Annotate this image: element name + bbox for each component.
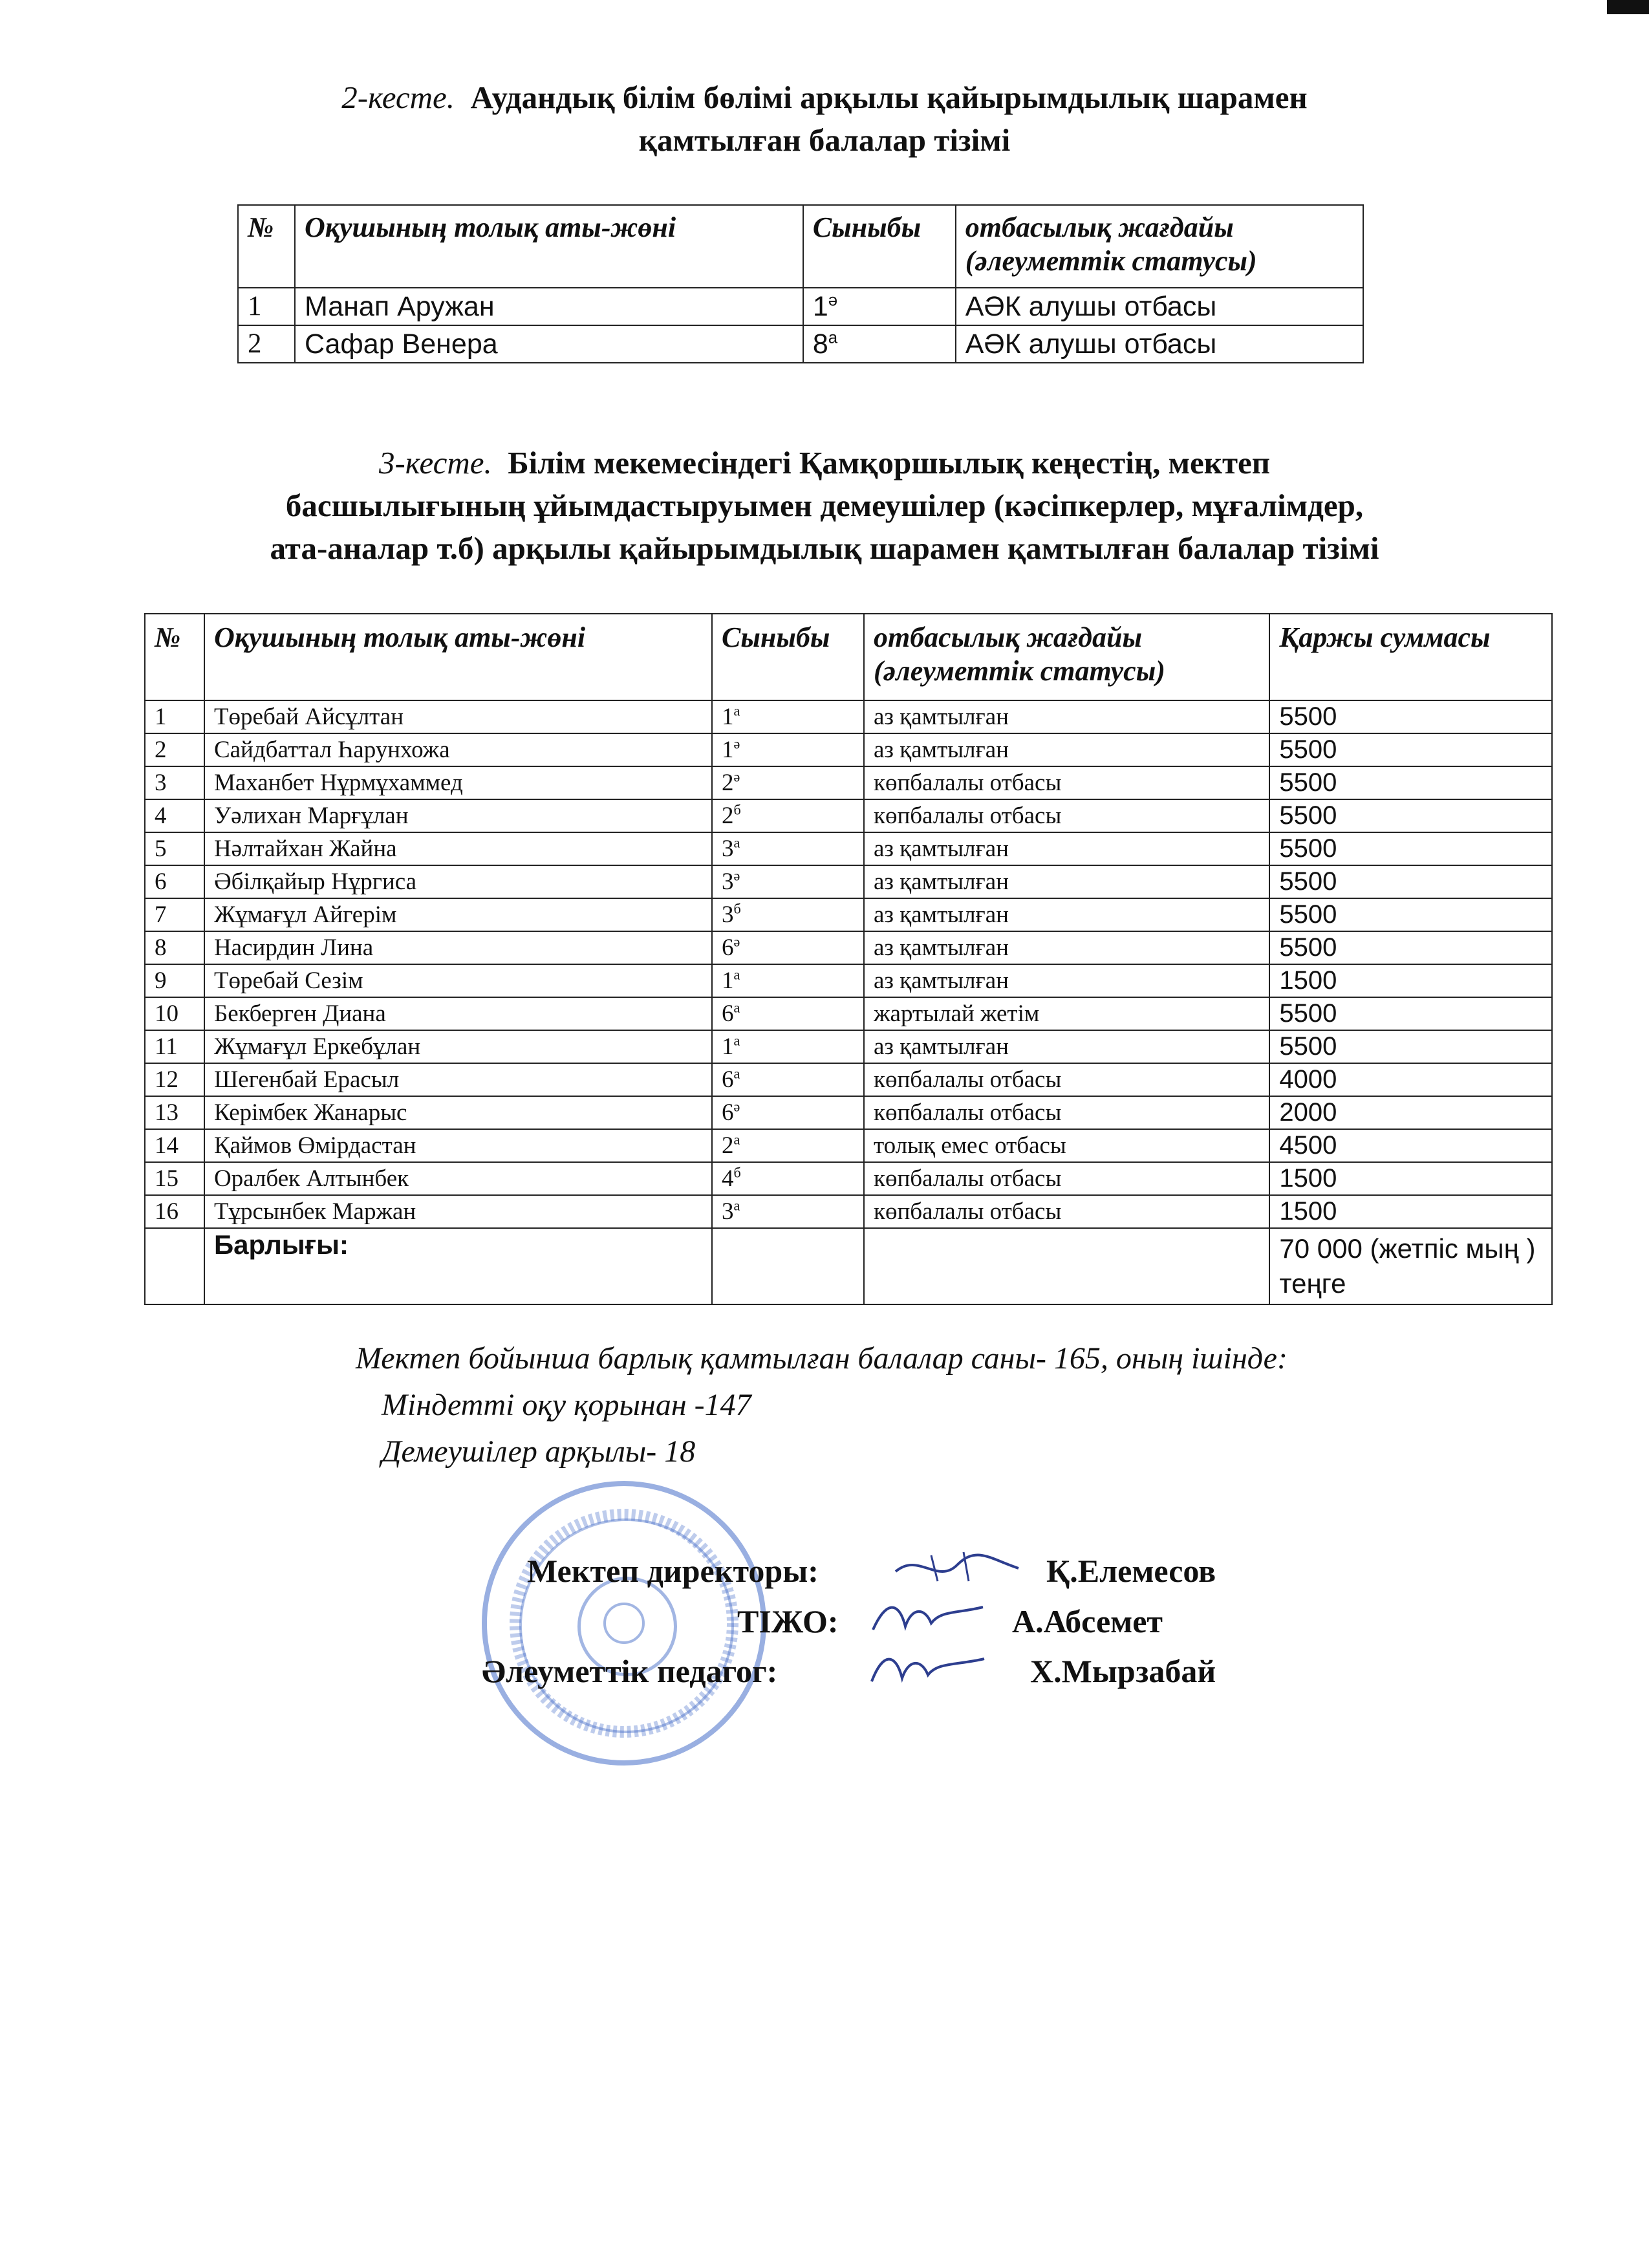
table2-header-grade: Сыныбы: [803, 205, 956, 288]
student-name-text: Сайдбаттал Һарунхожа: [213, 737, 450, 763]
family-status: [864, 1195, 1269, 1228]
row-number-text: 7: [155, 902, 167, 928]
student-grade-text: 1: [722, 704, 734, 730]
scan-corner-mark: [1607, 0, 1649, 14]
student-grade-text: 1: [812, 291, 828, 322]
student-grade-superscript: а: [733, 966, 740, 983]
table-row: [238, 288, 1363, 325]
table3-header-name: Оқушының толық аты-жөні: [204, 614, 712, 700]
aid-amount: [1269, 766, 1552, 799]
student-grade: [712, 700, 864, 733]
aid-amount-text: 4500: [1279, 1131, 1337, 1160]
table-row: [145, 832, 1552, 865]
student-grade-text: 4: [722, 1165, 734, 1192]
table-row: [238, 325, 1363, 363]
student-grade-text: 6: [722, 1099, 734, 1126]
student-name: [204, 832, 712, 865]
student-name: [204, 898, 712, 931]
table3-caption-title-line3: ата-аналар т.б) арқылы қайырымдылық шарамен қамтылған балалар тізімі: [270, 530, 1379, 566]
table-row: [145, 931, 1552, 964]
family-status: [864, 997, 1269, 1030]
aid-amount-text: 1500: [1279, 966, 1337, 995]
table3-header-no: №: [145, 614, 204, 700]
student-name: [204, 1129, 712, 1162]
student-grade: [803, 325, 956, 363]
student-name-text: Жұмағұл Еркебұлан: [213, 1033, 421, 1060]
family-status: [864, 1162, 1269, 1195]
family-status: [864, 799, 1269, 832]
family-status-text: көпбалалы отбасы: [873, 803, 1062, 829]
student-grade-superscript: а: [733, 1197, 740, 1214]
student-grade-superscript: ә: [733, 1098, 740, 1115]
student-grade-superscript: ә: [733, 735, 740, 752]
student-name: [204, 997, 712, 1030]
family-status-text: АӘК алушы отбасы: [965, 329, 1217, 360]
student-name-text: Манап Аружан: [304, 291, 495, 322]
family-status: [864, 964, 1269, 997]
family-status-text: көпбалалы отбасы: [873, 770, 1062, 796]
table3-caption: [0, 442, 1649, 570]
student-name: [204, 1195, 712, 1228]
aid-amount: [1269, 1129, 1552, 1162]
student-grade-superscript: а: [733, 834, 740, 851]
aid-amount-text: 5500: [1279, 735, 1337, 764]
aid-amount: [1269, 700, 1552, 733]
student-name: [204, 733, 712, 766]
family-status: [864, 733, 1269, 766]
student-grade: [712, 1030, 864, 1063]
family-status-text: АӘК алушы отбасы: [965, 291, 1217, 322]
student-grade-superscript: а: [733, 1131, 740, 1148]
table3-total-no-cell: [145, 1228, 204, 1304]
table3-caption-title-line1: Білім мекемесіндегі Қамқоршылық кеңестің, мектеп: [508, 445, 1271, 481]
table-row: [145, 1162, 1552, 1195]
family-status-text: көпбалалы отбасы: [873, 1066, 1062, 1093]
family-status-text: көпбалалы отбасы: [873, 1099, 1062, 1126]
student-grade-superscript: а: [733, 1065, 740, 1082]
table-row: [145, 733, 1552, 766]
student-name: [204, 964, 712, 997]
table3-caption-title-line2: басшылығының ұйымдастыруымен демеушілер (кәсіпкерлер, мұғалімдер,: [285, 488, 1364, 523]
table3-header-grade: Сыныбы: [712, 614, 864, 700]
student-name-text: Керімбек Жанарыс: [213, 1099, 407, 1126]
family-status: [864, 700, 1269, 733]
student-grade-superscript: а: [733, 702, 740, 719]
family-status: [864, 1129, 1269, 1162]
family-status-text: толық емес отбасы: [873, 1132, 1066, 1159]
student-name: [204, 865, 712, 898]
table2-header-status: отбасылық жағдайы (әлеуметтік статусы): [956, 205, 1363, 288]
aid-amount: [1269, 865, 1552, 898]
row-number: [238, 325, 295, 363]
table3-total-value: 70 000 (жетпіс мың ) теңге: [1269, 1228, 1552, 1304]
student-name-text: Тұрсынбек Маржан: [213, 1198, 416, 1225]
pedagogue-title: Әлеуметтік педагог:: [482, 1653, 778, 1689]
student-name-text: Жұмағұл Айгерім: [213, 902, 397, 928]
student-name-text: Оралбек Алтынбек: [213, 1165, 409, 1192]
director-title: Мектеп директоры:: [527, 1553, 819, 1589]
student-grade: [712, 1096, 864, 1129]
family-status-text: аз қамтылған: [873, 737, 1009, 763]
student-name-text: Насирдин Лина: [213, 934, 374, 961]
table-row: [145, 1129, 1552, 1162]
aid-amount-text: 5500: [1279, 999, 1337, 1028]
student-name-text: Төребай Айсұлтан: [213, 704, 404, 730]
student-grade: [712, 766, 864, 799]
table-row: [145, 898, 1552, 931]
student-grade: [712, 964, 864, 997]
student-name-text: Нәлтайхан Жайна: [213, 836, 397, 862]
summary-line1: Мектеп бойынша барлық қамтылған балалар саны- 165, оның ішінде:: [356, 1341, 1288, 1376]
student-grade: [712, 931, 864, 964]
table-row: [145, 1195, 1552, 1228]
aid-amount: [1269, 1162, 1552, 1195]
student-name-text: Қаймов Өмірдастан: [213, 1132, 416, 1159]
student-grade-superscript: а: [733, 1032, 740, 1049]
aid-amount: [1269, 1063, 1552, 1096]
student-grade-text: 2: [722, 803, 734, 829]
table-row: [145, 700, 1552, 733]
table3-header-status: отбасылық жағдайы (әлеуметтік статусы): [864, 614, 1269, 700]
student-name: [295, 288, 803, 325]
student-grade-text: 2: [722, 770, 734, 796]
aid-amount-text: 4000: [1279, 1065, 1337, 1094]
family-status-text: аз қамтылған: [873, 836, 1009, 862]
student-grade-text: 1: [722, 737, 734, 763]
row-number: [145, 997, 204, 1030]
row-number: [145, 1162, 204, 1195]
aid-amount: [1269, 898, 1552, 931]
pedagogue-signature: [867, 1643, 989, 1698]
student-grade-superscript: а: [828, 329, 838, 347]
stamp-ring-lines: [487, 1486, 761, 1760]
aid-amount-text: 5500: [1279, 933, 1337, 962]
row-number-text: 16: [155, 1198, 178, 1225]
aid-amount: [1269, 1195, 1552, 1228]
student-name: [204, 766, 712, 799]
table2-header-no: №: [238, 205, 295, 288]
student-grade-superscript: б: [733, 801, 741, 818]
table-row: [145, 1030, 1552, 1063]
row-number: [145, 1195, 204, 1228]
row-number: [145, 1063, 204, 1096]
table2-caption-label: 2-кесте.: [341, 80, 455, 115]
table2: [237, 204, 1364, 363]
student-grade: [712, 799, 864, 832]
student-grade-text: 1: [722, 967, 734, 994]
family-status: [864, 766, 1269, 799]
deputy-signature: [867, 1594, 989, 1646]
director-name: Қ.Елемесов: [1046, 1553, 1216, 1589]
row-number-text: 14: [155, 1132, 178, 1159]
student-name-text: Төребай Сезім: [213, 967, 363, 994]
row-number-text: 1: [248, 291, 262, 321]
table-row: [145, 799, 1552, 832]
row-number-text: 9: [155, 967, 167, 994]
aid-amount: [1269, 832, 1552, 865]
summary-line2: Міндетті оқу қорынан -147: [382, 1388, 751, 1422]
aid-amount: [1269, 733, 1552, 766]
student-grade: [712, 865, 864, 898]
row-number: [145, 832, 204, 865]
row-number: [238, 288, 295, 325]
aid-amount: [1269, 964, 1552, 997]
row-number-text: 10: [155, 1000, 178, 1027]
row-number-text: 11: [155, 1033, 178, 1060]
row-number-text: 15: [155, 1165, 178, 1192]
aid-amount-text: 5500: [1279, 1032, 1337, 1061]
table-row: [145, 1096, 1552, 1129]
director-signature: [892, 1546, 1022, 1591]
student-grade-text: 6: [722, 1066, 734, 1093]
student-name: [204, 1162, 712, 1195]
row-number: [145, 733, 204, 766]
row-number-text: 6: [155, 869, 167, 895]
student-grade-text: 2: [722, 1132, 734, 1159]
aid-amount: [1269, 1096, 1552, 1129]
family-status-text: көпбалалы отбасы: [873, 1198, 1062, 1225]
student-grade-superscript: ә: [733, 933, 740, 950]
row-number-text: 2: [248, 329, 262, 359]
family-status-text: аз қамтылған: [873, 704, 1009, 730]
family-status-text: жартылай жетім: [873, 1000, 1040, 1027]
student-grade-text: 1: [722, 1033, 734, 1060]
row-number-text: 2: [155, 737, 167, 763]
table-row: [145, 1063, 1552, 1096]
student-grade-superscript: ә: [733, 867, 740, 884]
aid-amount: [1269, 1030, 1552, 1063]
student-grade-text: 3: [722, 836, 734, 862]
student-grade-text: 3: [722, 869, 734, 895]
student-grade: [803, 288, 956, 325]
student-grade: [712, 1063, 864, 1096]
row-number-text: 1: [155, 704, 167, 730]
student-grade-superscript: б: [733, 1164, 741, 1181]
table2-body: [238, 288, 1363, 363]
student-grade-superscript: б: [733, 900, 741, 917]
table3: [144, 613, 1553, 1305]
student-grade: [712, 898, 864, 931]
table2-header-name: Оқушының толық аты-жөні: [295, 205, 803, 288]
row-number: [145, 1096, 204, 1129]
row-number-text: 8: [155, 934, 167, 961]
aid-amount-text: 5500: [1279, 867, 1337, 896]
student-grade-text: 6: [722, 1000, 734, 1027]
row-number-text: 3: [155, 770, 167, 796]
family-status-text: аз қамтылған: [873, 869, 1009, 895]
student-name-text: Бекберген Диана: [213, 1000, 386, 1027]
row-number: [145, 1129, 204, 1162]
table3-total-label: Барлығы:: [204, 1228, 712, 1304]
row-number: [145, 799, 204, 832]
family-status: [864, 931, 1269, 964]
student-name-text: Шегенбай Ерасыл: [213, 1066, 400, 1093]
student-name: [204, 799, 712, 832]
row-number-text: 12: [155, 1066, 178, 1093]
student-name-text: Сафар Венера: [304, 329, 498, 360]
table2-caption: [0, 76, 1649, 162]
family-status: [864, 832, 1269, 865]
student-name: [204, 1096, 712, 1129]
row-number: [145, 1030, 204, 1063]
table-row: [145, 964, 1552, 997]
row-number: [145, 700, 204, 733]
family-status: [864, 1030, 1269, 1063]
aid-amount-text: 5500: [1279, 834, 1337, 863]
student-name: [204, 931, 712, 964]
table3-total-row: [145, 1228, 1552, 1304]
student-name: [204, 1063, 712, 1096]
table-row: [145, 865, 1552, 898]
family-status: [864, 898, 1269, 931]
row-number: [145, 766, 204, 799]
student-grade-text: 3: [722, 1198, 734, 1225]
table-row: [145, 766, 1552, 799]
student-name-text: Әбілқайыр Нұргиса: [213, 869, 417, 895]
family-status: [864, 865, 1269, 898]
student-grade-text: 8: [812, 329, 828, 360]
student-grade-superscript: а: [733, 999, 740, 1016]
table2-caption-title-line2: қамтылған балалар тізімі: [638, 122, 1011, 158]
table3-total-grade-cell: [712, 1228, 864, 1304]
aid-amount: [1269, 931, 1552, 964]
student-name-text: Маханбет Нұрмұхаммед: [213, 770, 463, 796]
official-stamp: [482, 1481, 766, 1766]
student-grade: [712, 1129, 864, 1162]
aid-amount-text: 5500: [1279, 801, 1337, 830]
student-name: [204, 1030, 712, 1063]
student-grade: [712, 832, 864, 865]
table2-caption-title-line1: Аудандық білім бөлімі арқылы қайырымдылық шарамен: [470, 80, 1308, 115]
row-number-text: 4: [155, 803, 167, 829]
family-status-text: аз қамтылған: [873, 1033, 1009, 1060]
deputy-name: А.Абсемет: [1012, 1603, 1163, 1639]
aid-amount: [1269, 799, 1552, 832]
student-grade-text: 6: [722, 934, 734, 961]
aid-amount: [1269, 997, 1552, 1030]
row-number: [145, 865, 204, 898]
student-name: [204, 700, 712, 733]
aid-amount-text: 1500: [1279, 1197, 1337, 1226]
family-status: [956, 288, 1363, 325]
family-status: [956, 325, 1363, 363]
summary-line3: Демеушілер арқылы- 18: [382, 1434, 696, 1469]
aid-amount-text: 5500: [1279, 768, 1337, 797]
table3-total-status-cell: [864, 1228, 1269, 1304]
family-status: [864, 1096, 1269, 1129]
deputy-title: ТІЖО:: [737, 1603, 839, 1639]
student-grade-superscript: ә: [733, 768, 740, 785]
student-grade: [712, 733, 864, 766]
table3-header-amount: Қаржы суммасы: [1269, 614, 1552, 700]
student-name: [295, 325, 803, 363]
family-status-text: аз қамтылған: [873, 967, 1009, 994]
pedagogue-name: Х.Мырзабай: [1030, 1653, 1216, 1689]
table2-header-row: [238, 205, 1363, 288]
family-status-text: көпбалалы отбасы: [873, 1165, 1062, 1192]
table3-header-row: [145, 614, 1552, 700]
student-grade: [712, 997, 864, 1030]
row-number: [145, 964, 204, 997]
family-status: [864, 1063, 1269, 1096]
student-name-text: Уәлихан Марғұлан: [213, 803, 409, 829]
row-number-text: 5: [155, 836, 167, 862]
family-status-text: аз қамтылған: [873, 934, 1009, 961]
aid-amount-text: 1500: [1279, 1164, 1337, 1193]
aid-amount-text: 5500: [1279, 900, 1337, 929]
row-number: [145, 898, 204, 931]
aid-amount-text: 2000: [1279, 1098, 1337, 1127]
row-number: [145, 931, 204, 964]
student-grade-superscript: ә: [828, 291, 838, 310]
family-status-text: аз қамтылған: [873, 902, 1009, 928]
row-number-text: 13: [155, 1099, 178, 1126]
summary: [356, 1335, 1288, 1475]
table3-caption-label: 3-кесте.: [378, 445, 492, 481]
table3-body: [145, 700, 1552, 1228]
student-grade-text: 3: [722, 902, 734, 928]
aid-amount-text: 5500: [1279, 702, 1337, 731]
table-row: [145, 997, 1552, 1030]
student-grade: [712, 1195, 864, 1228]
student-grade: [712, 1162, 864, 1195]
